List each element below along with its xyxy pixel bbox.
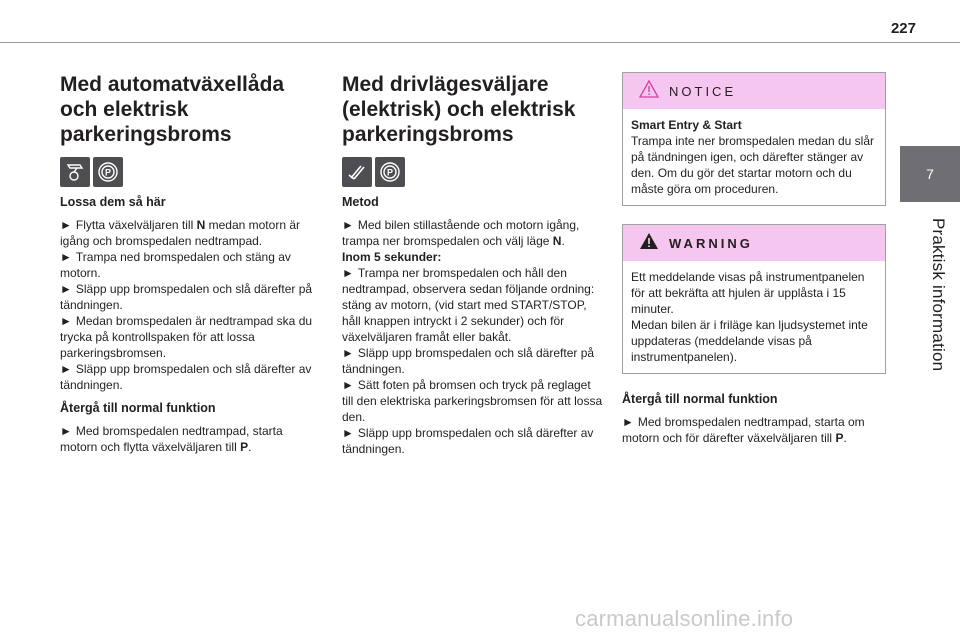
icon-row xyxy=(342,157,604,187)
subheading-normal-function: Återgå till normal funktion xyxy=(60,401,216,415)
arrow-icon: ► xyxy=(342,266,354,280)
column-electric-selector xyxy=(342,72,604,457)
arrow-icon: ► xyxy=(60,362,72,376)
steps-release xyxy=(60,217,322,393)
arrow-icon: ► xyxy=(60,314,72,328)
arrow-icon: ► xyxy=(622,415,634,429)
step-item: ► Sätt foten på bromsen och tryck på reglaget till den elektriska parkeringsbromsen för att lossa den. xyxy=(342,378,603,424)
parking-brake-icon xyxy=(93,157,123,187)
notice-triangle-icon xyxy=(639,80,659,103)
step-item: ► Släpp upp bromspedalen och slå därefter på tändningen. xyxy=(342,346,595,376)
step-item: ► Släpp upp bromspedalen och slå därefter på tändningen. xyxy=(60,282,313,312)
step-item: ► Med bromspedalen nedtrampad, starta motorn och flytta växelväljaren till P. xyxy=(60,424,283,454)
arrow-icon: ► xyxy=(342,346,354,360)
step-item: ► Trampa ned bromspedalen och stäng av motorn. xyxy=(60,250,291,280)
notice-box xyxy=(622,72,886,206)
warning-body xyxy=(623,261,885,373)
steps-method xyxy=(342,217,604,457)
chapter-tab-number: 7 xyxy=(926,166,934,182)
warning-box xyxy=(622,224,886,374)
warning-header xyxy=(623,225,885,261)
arrow-icon: ► xyxy=(60,424,72,438)
notice-text: Trampa inte ner bromspedalen medan du slår på tändningen igen, och därefter stänger av den. Om du gör det startar motorn och du måste göra om proceduren. xyxy=(631,134,875,196)
section-heading: Med automatväxellåda och elektrisk parkeringsbroms xyxy=(60,73,285,146)
warning-text: Ett meddelande visas på instrumentpanelen för att bekräfta att hjulen är upplåsta i 15 minuter. xyxy=(631,270,865,316)
svg-text:P: P xyxy=(386,167,394,178)
subheading-normal-function: Återgå till normal funktion xyxy=(622,392,778,406)
section-heading: Med drivlägesväljare (elektrisk) och elektrisk parkeringsbroms xyxy=(342,73,576,146)
step-item: ► Med bromspedalen nedtrampad, starta om motorn och för därefter växelväljaren till P. xyxy=(622,415,865,445)
chapter-tab[interactable] xyxy=(900,146,960,202)
page-number: 227 xyxy=(890,20,916,37)
arrow-icon: ► xyxy=(60,218,72,232)
step-item: ► Medan bromspedalen är nedtrampad ska du trycka på kontrollspaken för att lossa parkeringsbromsen. xyxy=(60,314,313,360)
gear-lever-icon xyxy=(60,157,90,187)
chapter-title: Praktisk information xyxy=(929,218,948,372)
watermark: carmanualsonline.info xyxy=(575,606,794,631)
step-item: ► Flytta växelväljaren till N medan motorn är igång och bromspedalen nedtrampad. xyxy=(60,218,300,248)
step-item: ► Släpp upp bromspedalen och slå därefter av tändningen. xyxy=(60,362,312,392)
arrow-icon: ► xyxy=(60,250,72,264)
gear-selector-icon xyxy=(342,157,372,187)
column-notices xyxy=(622,72,886,446)
steps-normal-function xyxy=(60,423,322,455)
notice-header xyxy=(623,73,885,109)
header-divider xyxy=(0,42,960,43)
step-item: ► Trampa ner bromspedalen och håll den nedtrampad, observera sedan följande ordning: stäng av motorn, (vid start med START/STOP, håll knappen intryckt i 2 sekunder) och för växelväljaren framåt eller bakåt. xyxy=(342,266,595,344)
subheading-release: Lossa dem så här xyxy=(60,195,166,209)
notice-body xyxy=(623,109,885,205)
step-item: ► Släpp upp bromspedalen och slå därefter av tändningen. xyxy=(342,426,594,456)
warning-triangle-icon xyxy=(639,232,659,255)
arrow-icon: ► xyxy=(60,282,72,296)
icon-row xyxy=(60,157,322,187)
svg-text:P: P xyxy=(104,167,112,178)
parking-brake-icon xyxy=(375,157,405,187)
steps-normal-function xyxy=(622,414,886,446)
arrow-icon: ► xyxy=(342,218,354,232)
warning-text-2: Medan bilen är i friläge kan ljudsystemet inte uppdateras (meddelande visas på instrumentpanelen). xyxy=(631,318,868,364)
arrow-icon: ► xyxy=(342,378,354,392)
notice-title: NOTICE xyxy=(669,83,737,99)
subheading-method: Metod xyxy=(342,195,379,209)
within-5-seconds-label: Inom 5 sekunder: xyxy=(342,250,442,264)
notice-bold-line: Smart Entry & Start xyxy=(631,118,742,132)
column-automatic-gearbox xyxy=(60,72,322,455)
step-item: ► Med bilen stillastående och motorn igång, trampa ner bromspedalen och välj läge N. xyxy=(342,218,580,248)
warning-title: WARNING xyxy=(669,235,753,251)
arrow-icon: ► xyxy=(342,426,354,440)
